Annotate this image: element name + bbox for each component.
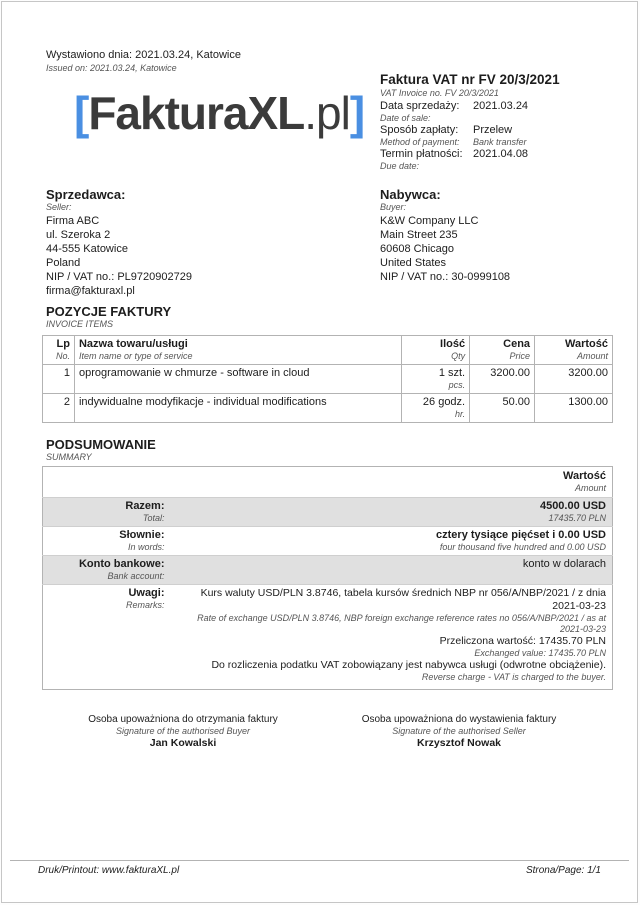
table-row bbox=[43, 394, 613, 423]
footer-printout: Druk/Printout: www.fakturaXL.pl bbox=[38, 865, 180, 876]
invoice-header bbox=[380, 72, 616, 172]
reverse-charge-line-en: Reverse charge - VAT is charged to the buyer. bbox=[421, 672, 606, 682]
logo-name: FakturaXL bbox=[88, 87, 305, 139]
seller-block bbox=[46, 187, 316, 298]
items-heading-pl: POZYCJE FAKTURY bbox=[46, 304, 172, 319]
seller-street: ul. Szeroka 2 bbox=[46, 229, 111, 241]
field-label: Data sprzedaży: bbox=[380, 100, 460, 112]
item-amount: 3200.00 bbox=[535, 365, 613, 394]
items-section-heading bbox=[46, 304, 171, 329]
invoice-page bbox=[1, 1, 638, 903]
total-value bbox=[171, 498, 613, 527]
seller-signature-block bbox=[334, 714, 584, 750]
field-label-en: Date of sale: bbox=[380, 113, 431, 123]
col-no-label: Lp bbox=[56, 338, 70, 350]
footer bbox=[10, 865, 629, 876]
buyer-signature-name: Jan Kowalski bbox=[149, 737, 217, 749]
col-qty bbox=[402, 336, 470, 365]
summary-heading-pl: PODSUMOWANIE bbox=[46, 437, 156, 452]
col-qty-label: Ilość bbox=[440, 338, 466, 350]
buyer-signature-title-en: Signature of the authorised Buyer bbox=[115, 726, 251, 736]
in-words-value-pl: cztery tysiące pięćset i 0.00 USD bbox=[436, 529, 606, 541]
total-label-pl: Razem: bbox=[125, 500, 165, 512]
invoice-title: Faktura VAT nr FV 20/3/2021 bbox=[380, 72, 560, 87]
exchanged-value-line-pl: Przeliczona wartość: 17435.70 PLN bbox=[439, 635, 606, 647]
col-name-label: Nazwa towaru/usługi bbox=[78, 338, 188, 350]
field-value-en bbox=[473, 161, 616, 172]
item-no: 2 bbox=[43, 394, 75, 423]
item-amount: 1300.00 bbox=[535, 394, 613, 423]
item-qty bbox=[402, 365, 470, 394]
exchanged-value-line-en: Exchanged value: 17435.70 PLN bbox=[474, 648, 606, 658]
items-header-row bbox=[43, 336, 613, 365]
invoice-field-row bbox=[380, 100, 616, 124]
in-words-label-pl: Słownie: bbox=[119, 529, 165, 541]
invoice-field-row bbox=[380, 148, 616, 172]
item-qty-unit-en: hr. bbox=[454, 409, 466, 419]
in-words-label bbox=[43, 527, 171, 556]
summary-value-header-en: Amount bbox=[574, 483, 606, 493]
invoice-field-row bbox=[380, 124, 616, 148]
field-label: Sposób zapłaty: bbox=[380, 124, 459, 136]
buyer-block bbox=[380, 187, 640, 284]
buyer-vat-no: NIP / VAT no.: 30-0999108 bbox=[380, 271, 511, 283]
remarks-label-en: Remarks: bbox=[125, 600, 165, 610]
buyer-country: United States bbox=[380, 257, 447, 269]
total-value-pln: 17435.70 PLN bbox=[548, 513, 606, 523]
footer-divider bbox=[10, 860, 629, 861]
seller-name: Firma ABC bbox=[46, 215, 100, 227]
field-label-en: Method of payment: bbox=[380, 137, 460, 147]
item-qty-value: 1 szt. bbox=[438, 367, 466, 379]
field-value: 2021.04.08 bbox=[473, 148, 529, 160]
buyer-signature-title-pl: Osoba upoważniona do otrzymania faktury bbox=[88, 714, 278, 725]
item-price: 50.00 bbox=[470, 394, 535, 423]
buyer-signature-block bbox=[58, 714, 308, 750]
buyer-heading: Nabywca: bbox=[380, 187, 441, 202]
field-value: Przelew bbox=[473, 124, 513, 136]
field-label: Termin płatności: bbox=[380, 148, 463, 160]
remarks-content bbox=[171, 585, 613, 690]
summary-row-total bbox=[43, 498, 613, 527]
col-name-label-en: Item name or type of service bbox=[78, 351, 193, 361]
seller-country: Poland bbox=[46, 257, 81, 269]
seller-signature-title-en: Signature of the authorised Seller bbox=[392, 726, 526, 736]
field-value-en bbox=[473, 113, 616, 124]
items-table bbox=[42, 335, 613, 423]
field-value-en: Bank transfer bbox=[473, 137, 527, 147]
item-price: 3200.00 bbox=[470, 365, 535, 394]
issued-line-en: Issued on: 2021.03.24, Katowice bbox=[46, 63, 177, 73]
items-heading-en: INVOICE ITEMS bbox=[46, 319, 114, 329]
col-price-label-en: Price bbox=[509, 351, 531, 361]
seller-email: firma@fakturaxl.pl bbox=[46, 285, 135, 297]
col-price bbox=[470, 336, 535, 365]
summary-value-header-pl: Wartość bbox=[563, 470, 606, 482]
issued-block bbox=[46, 49, 241, 75]
item-qty-unit-en: pcs. bbox=[448, 380, 466, 390]
bank-account-label-pl: Konto bankowe: bbox=[78, 558, 165, 570]
footer-page: Strona/Page: 1/1 bbox=[525, 865, 601, 876]
buyer-name: K&W Company LLC bbox=[380, 215, 479, 227]
summary-heading-en: SUMMARY bbox=[46, 452, 92, 462]
seller-signature-title-pl: Osoba upoważniona do wystawienia faktury bbox=[361, 714, 557, 725]
invoice-title-en: VAT Invoice no. FV 20/3/2021 bbox=[380, 88, 499, 98]
in-words-value-en: four thousand five hundred and 0.00 USD bbox=[439, 542, 606, 552]
total-label bbox=[43, 498, 171, 527]
exchange-rate-line-en: Rate of exchange USD/PLN 3.8746, NBP foreign exchange reference rates no 056/A/NBP/2021 / as at 2021-03-23 bbox=[197, 613, 606, 634]
fakturaxl-logo bbox=[74, 86, 364, 140]
bank-account-label-en: Bank account: bbox=[107, 571, 165, 581]
summary-header-spacer bbox=[43, 467, 171, 498]
total-value-usd: 4500.00 USD bbox=[539, 500, 606, 512]
summary-row-remarks bbox=[43, 585, 613, 690]
col-qty-label-en: Qty bbox=[451, 351, 466, 361]
item-qty bbox=[402, 394, 470, 423]
summary-value-header-row bbox=[43, 467, 613, 498]
in-words-value bbox=[171, 527, 613, 556]
col-amount-label: Wartość bbox=[565, 338, 608, 350]
table-row bbox=[43, 365, 613, 394]
seller-heading: Sprzedawca: bbox=[46, 187, 126, 202]
item-no: 1 bbox=[43, 365, 75, 394]
item-qty-value: 26 godz. bbox=[422, 396, 466, 408]
seller-vat-no: NIP / VAT no.: PL9720902729 bbox=[46, 271, 192, 283]
summary-table bbox=[42, 466, 613, 690]
summary-row-in-words bbox=[43, 527, 613, 556]
bank-account-label bbox=[43, 556, 171, 585]
summary-row-bank-account bbox=[43, 556, 613, 585]
total-label-en: Total: bbox=[142, 513, 165, 523]
col-no bbox=[43, 336, 75, 365]
bank-account-value bbox=[171, 556, 613, 585]
field-value: 2021.03.24 bbox=[473, 100, 529, 112]
col-amount bbox=[535, 336, 613, 365]
logo-bracket-right: ] bbox=[349, 87, 365, 139]
bank-account-value-text: konto w dolarach bbox=[522, 558, 606, 570]
summary-section-heading bbox=[46, 437, 156, 462]
in-words-label-en: In words: bbox=[127, 542, 165, 552]
item-name: oprogramowanie w chmurze - software in cloud bbox=[74, 365, 401, 394]
col-name bbox=[74, 336, 401, 365]
reverse-charge-line-pl: Do rozliczenia podatku VAT zobowiązany jest nabywca usługi (odwrotne obciążenie). bbox=[211, 659, 606, 671]
exchange-rate-line-pl: Kurs waluty USD/PLN 3.8746, tabela kursów średnich NBP nr 056/A/NBP/2021 / z dnia 2021-03-23 bbox=[200, 587, 606, 612]
seller-heading-en: Seller: bbox=[46, 202, 72, 212]
seller-city: 44-555 Katowice bbox=[46, 243, 128, 255]
summary-value-header bbox=[171, 467, 613, 498]
col-price-label: Cena bbox=[503, 338, 531, 350]
item-name: indywidualne modyfikacje - individual modifications bbox=[74, 394, 401, 423]
remarks-label-pl: Uwagi: bbox=[128, 587, 165, 599]
buyer-heading-en: Buyer: bbox=[380, 202, 407, 212]
buyer-city: 60608 Chicago bbox=[380, 243, 455, 255]
issued-line-pl: Wystawiono dnia: 2021.03.24, Katowice bbox=[46, 49, 241, 61]
logo-suffix: .pl bbox=[304, 87, 350, 139]
field-label-en: Due date: bbox=[380, 161, 420, 171]
col-no-label-en: No. bbox=[55, 351, 70, 361]
remarks-label bbox=[43, 585, 171, 690]
logo-bracket-left: [ bbox=[74, 87, 89, 139]
seller-signature-name: Krzysztof Nowak bbox=[416, 737, 501, 749]
buyer-street: Main Street 235 bbox=[380, 229, 458, 241]
col-amount-label-en: Amount bbox=[576, 351, 608, 361]
